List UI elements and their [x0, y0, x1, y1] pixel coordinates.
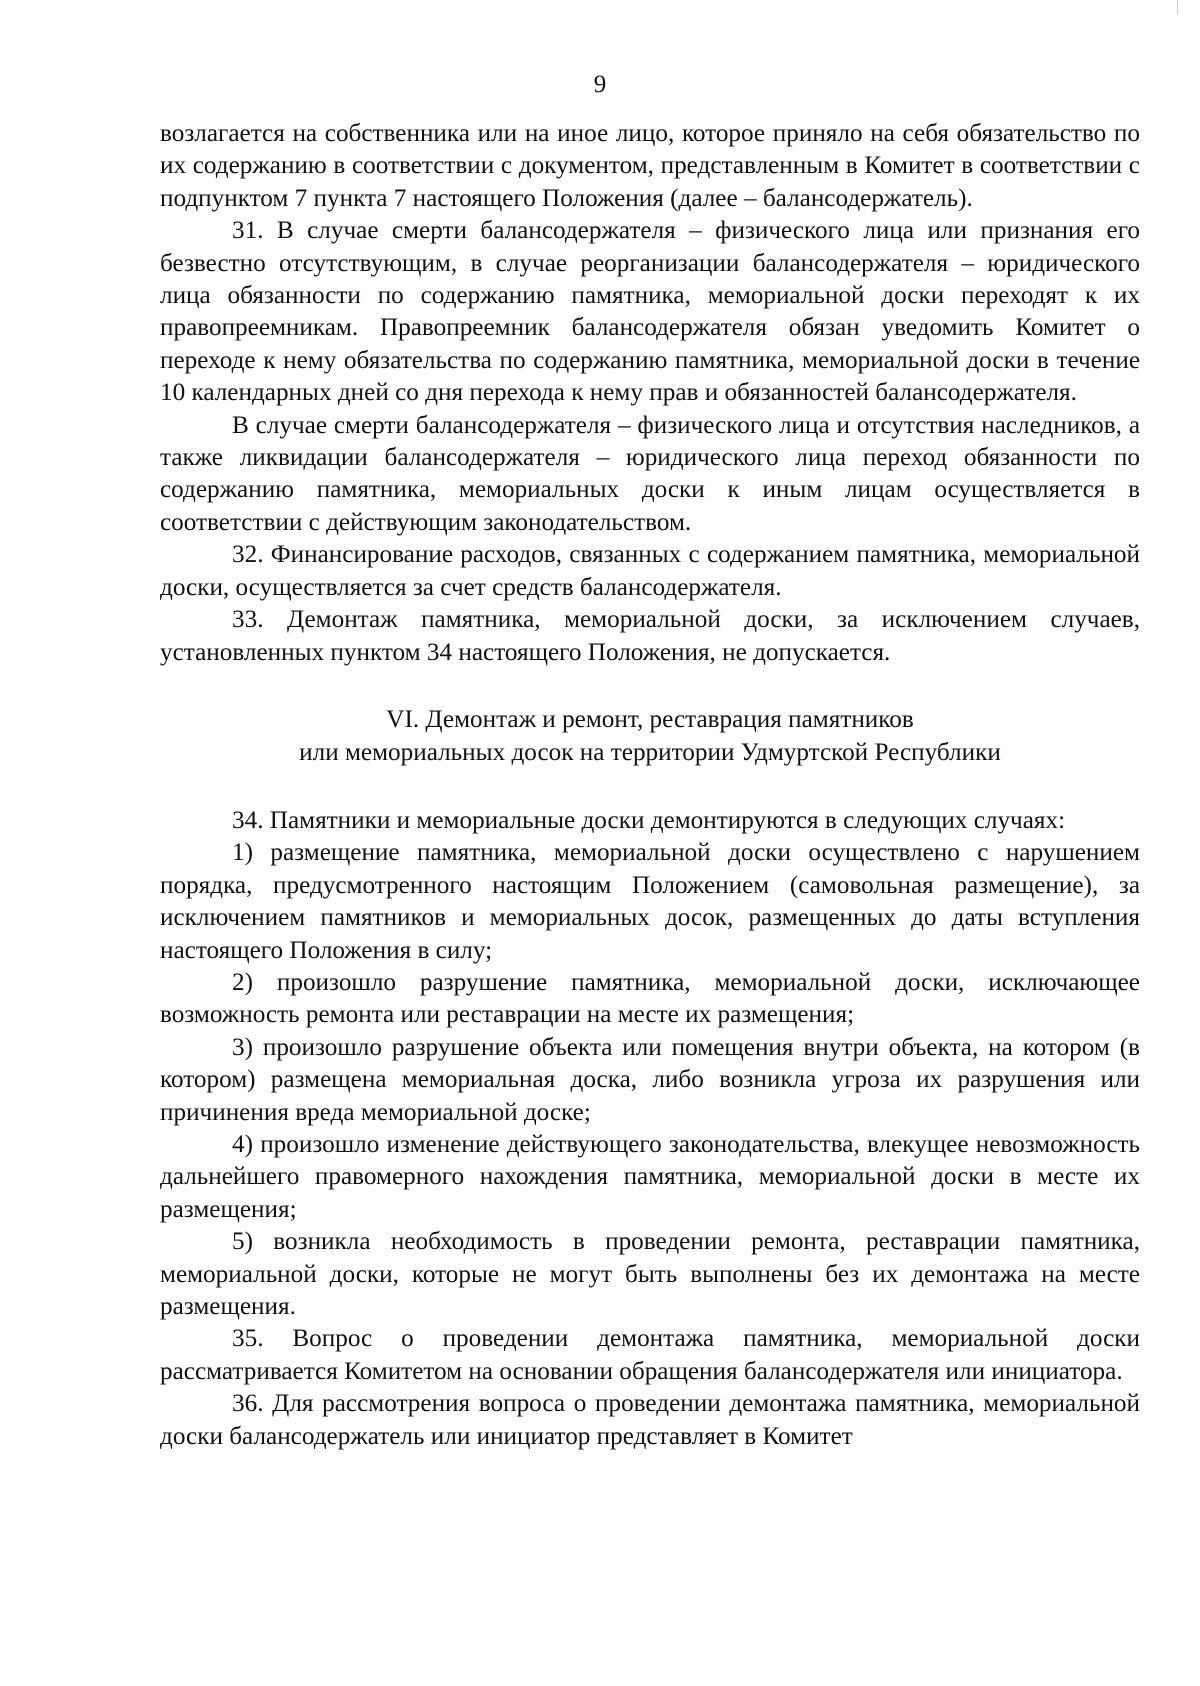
list-item-34-1: 1) размещение памятника, мемориальной доски осуществлено с нарушением порядка, предусмотренного настоящим Положением (самовольная размещение), за исключением памятников и мемориальных досок, размещенных до даты вступления настоящего Положения в силу; — [160, 839, 1140, 964]
page-number: 9 — [593, 71, 607, 98]
paragraph-continuation: возлагается на собственника или на иное лицо, которое приняло на себя обязательство по их содержанию в соответствии с документом, представленным в Комитет в соответствии с подпунктом 7 пункта 7 настоящего Положения (далее – балансодержатель). — [160, 120, 1140, 212]
paragraph-36: 36. Для рассмотрения вопроса о проведении демонтажа памятника, мемориальной доски балансодержатель или инициатор представляет в Комитет — [160, 1390, 1140, 1450]
paragraph-31-part-2: В случае смерти балансодержателя – физического лица и отсутствия наследников, а также ликвидации балансодержателя – юридического лица переход обязанности по содержанию памятника, мемориальных доски к иным лицам осуществляется в соответствии с действующим законодательством. — [160, 411, 1140, 536]
paragraph-32: 32. Финансирование расходов, связанных с содержанием памятника, мемориальной доски, осуществляется за счет средств балансодержателя. — [160, 541, 1140, 601]
document-body — [160, 118, 1140, 1453]
list-item-34-3: 3) произошло разрушение объекта или помещения внутри объекта, на котором (в котором) размещена мемориальная доска, либо возникла угроза их разрушения или причинения вреда мемориальной доске; — [160, 1033, 1140, 1126]
section-heading-line-1: VI. Демонтаж и ремонт, реставрация памятников — [386, 705, 914, 733]
section-heading — [160, 703, 1140, 769]
scan-corner-mark — [1177, 0, 1200, 14]
paragraph-31: 31. В случае смерти балансодержателя – физического лица или признания его безвестно отсутствующим, в случае реорганизации балансодержателя – юридического лица обязанности по содержанию памятника, мемориальной доски переходят к их правопреемникам. Правопреемник балансодержателя обязан уведомить Комитет о переходе к нему обязательства по содержанию памятника, мемориальной доски в течение 10 календарных дней со дня перехода к нему прав и обязанностей балансодержателя. — [160, 217, 1140, 407]
paragraph-34: 34. Памятники и мемориальные доски демонтируются в следующих случаях: — [232, 806, 1066, 834]
list-item-34-4: 4) произошло изменение действующего законодательства, влекущее невозможность дальнейшего правомерного нахождения памятника, мемориальной доски в месте их размещения; — [160, 1130, 1140, 1223]
list-item-34-2: 2) произошло разрушение памятника, мемориальной доски, исключающее возможность ремонта или реставрации на месте их размещения; — [160, 968, 1140, 1029]
paragraph-33: 33. Демонтаж памятника, мемориальной доски, за исключением случаев, установленных пунктом 34 настоящего Положения, не допускается. — [160, 606, 1140, 666]
list-item-34-5: 5) возникла необходимость в проведении ремонта, реставрации памятника, мемориальной доски, которые не могут быть выполнены без их демонтажа на месте размещения. — [160, 1228, 1140, 1320]
paragraph-35: 35. Вопрос о проведении демонтажа памятника, мемориальной доски рассматривается Комитетом на основании обращения балансодержателя или инициатора. — [160, 1325, 1140, 1385]
section-heading-line-2: или мемориальных досок на территории Удмуртской Республики — [299, 738, 1001, 766]
